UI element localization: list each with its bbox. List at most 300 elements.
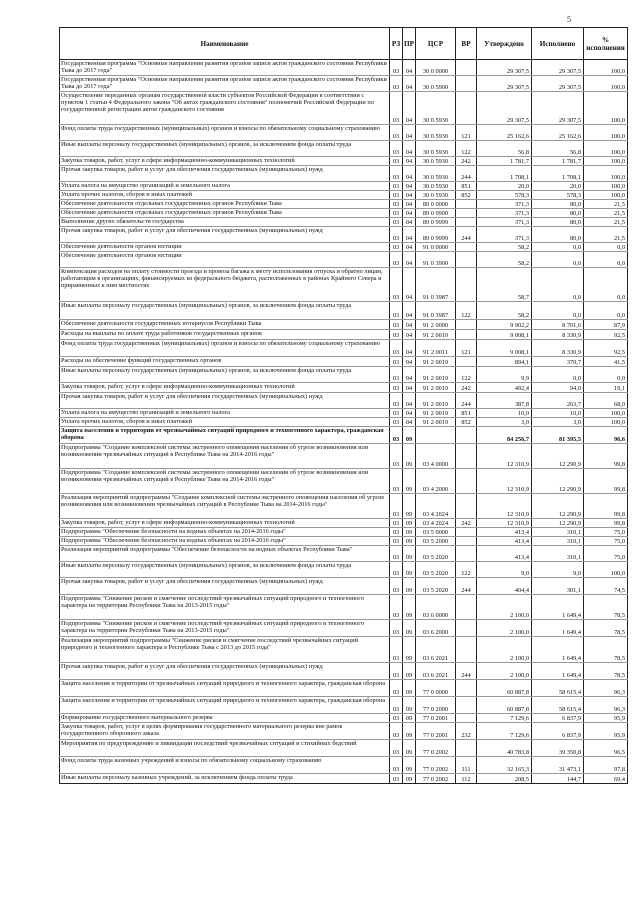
- cell-executed: 578,3: [532, 191, 584, 200]
- cell-percent: 74,5: [584, 578, 628, 595]
- cell-rz: 03: [390, 191, 403, 200]
- cell-vr: [456, 714, 477, 723]
- cell-csr: 30 0 5930: [416, 166, 456, 182]
- cell-approved: 29 307,5: [477, 60, 532, 76]
- cell-csr: 03 6 2021: [416, 637, 456, 663]
- cell-csr: 91 0 3900: [416, 252, 456, 268]
- cell-name: Расходы на выплаты по оплате труда работников государственных органов: [60, 330, 390, 340]
- cell-vr: 244: [456, 578, 477, 595]
- header-vr: ВР: [456, 28, 477, 60]
- cell-rz: 03: [390, 637, 403, 663]
- cell-pr: 09: [403, 714, 416, 723]
- cell-rz: 03: [390, 393, 403, 409]
- cell-percent: 78,5: [584, 637, 628, 663]
- table-row: [60, 714, 628, 723]
- cell-csr: 30 0 5900: [416, 76, 456, 92]
- cell-pr: 04: [403, 76, 416, 92]
- cell-vr: 851: [456, 182, 477, 191]
- table-row: [60, 409, 628, 418]
- cell-pr: 09: [403, 774, 416, 784]
- cell-executed: 80,0: [532, 218, 584, 227]
- cell-pr: 04: [403, 409, 416, 418]
- cell-vr: [456, 528, 477, 537]
- cell-csr: 91 2 0019: [416, 418, 456, 427]
- cell-name: Прочая закупка товаров, работ и услуг для обеспечения государственных (муниципальных) нужд: [60, 166, 390, 182]
- cell-executed: 80,0: [532, 200, 584, 209]
- cell-vr: [456, 200, 477, 209]
- cell-percent: 78,5: [584, 595, 628, 620]
- cell-approved: 12 310,9: [477, 494, 532, 519]
- cell-name: Защита населения и территории от чрезвычайных ситуаций природного и техногенного характера, гражданская оборона: [60, 697, 390, 714]
- cell-name: Реализация мероприятий подпрограммы "Снижение рисков и смягчение последствий чрезвычайных ситуаций природного и техногенного характера в Республике Тыва с 2013 до 2015 года": [60, 637, 390, 663]
- cell-approved: 84 256,7: [477, 427, 532, 444]
- cell-rz: 03: [390, 494, 403, 519]
- cell-pr: 04: [403, 218, 416, 227]
- cell-name: Реализация мероприятий подпрограммы "Создание комплексной системы экстренного оповещения населения об угрозе возникновения или возникновении чрезвычайных ситуаций в Республике Тыва на 2014-2016 годы": [60, 494, 390, 519]
- cell-name: Фонд оплаты труда государственных (муниципальных) органов и взносы по обязательному социальному страхованию: [60, 340, 390, 357]
- cell-executed: 301,1: [532, 578, 584, 595]
- cell-rz: 03: [390, 537, 403, 546]
- cell-name: Формирование государственного материального резерва: [60, 714, 390, 723]
- cell-approved: 9 008,1: [477, 340, 532, 357]
- cell-vr: [456, 546, 477, 562]
- cell-name: Фонд оплаты труда государственных (муниципальных) органов и взносы по обязательному социальному страхованию: [60, 125, 390, 141]
- cell-pr: 09: [403, 562, 416, 578]
- cell-percent: 19,1: [584, 383, 628, 393]
- cell-approved: 58,2: [477, 243, 532, 252]
- header-approved: Утверждено: [477, 28, 532, 60]
- cell-percent: 100,0: [584, 182, 628, 191]
- table-row: [60, 519, 628, 528]
- cell-percent: 95,9: [584, 723, 628, 740]
- cell-executed: 0,0: [532, 268, 584, 302]
- cell-vr: 121: [456, 125, 477, 141]
- cell-rz: 03: [390, 546, 403, 562]
- cell-rz: 03: [390, 340, 403, 357]
- cell-approved: 387,8: [477, 393, 532, 409]
- cell-pr: 09: [403, 620, 416, 637]
- cell-name: Обеспечение деятельности органов юстиции: [60, 252, 390, 268]
- cell-pr: 04: [403, 357, 416, 367]
- cell-csr: 77 0 2000: [416, 697, 456, 714]
- cell-rz: 03: [390, 663, 403, 680]
- cell-vr: 244: [456, 166, 477, 182]
- cell-approved: 3,0: [477, 418, 532, 427]
- cell-name: Подпрограмма "Создание комплексной системы экстренного оповещения населения об угрозе возникновения или возникновении чрезвычайных ситуаций в Республике Тыва на 2014-2016 годы": [60, 469, 390, 494]
- table-row: [60, 418, 628, 427]
- cell-pr: 04: [403, 383, 416, 393]
- table-row: [60, 166, 628, 182]
- cell-rz: 03: [390, 562, 403, 578]
- cell-name: Обеспечение деятельности органов юстиции: [60, 243, 390, 252]
- cell-csr: 03 4 0000: [416, 444, 456, 469]
- table-row: [60, 774, 628, 784]
- cell-csr: 30 0 0000: [416, 60, 456, 76]
- table-row: [60, 637, 628, 663]
- table-row: [60, 620, 628, 637]
- table-row: [60, 757, 628, 774]
- cell-executed: 29 307,5: [532, 92, 584, 125]
- cell-executed: 144,7: [532, 774, 584, 784]
- cell-name: Иные выплаты персоналу государственных (муниципальных) органов, за исключением фонда оплаты труда: [60, 302, 390, 320]
- cell-vr: [456, 537, 477, 546]
- cell-percent: 96,3: [584, 680, 628, 697]
- cell-approved: 894,1: [477, 357, 532, 367]
- cell-name: Обеспечение деятельности государственных нотариусов Республики Тыва: [60, 320, 390, 330]
- cell-rz: 03: [390, 697, 403, 714]
- cell-executed: 12 290,9: [532, 444, 584, 469]
- cell-percent: 41,5: [584, 357, 628, 367]
- cell-name: Подпрограмма "Создание комплексной системы экстренного оповещения населения об угрозе возникновения или возникновении чрезвычайных ситуаций в Республике Тыва на 2014-2016 годы": [60, 444, 390, 469]
- cell-csr: 03 4 2024: [416, 494, 456, 519]
- cell-percent: 87,9: [584, 320, 628, 330]
- cell-name: Иные выплаты персоналу казенных учреждений, за исключением фонда оплаты труда: [60, 774, 390, 784]
- cell-executed: 8 701,6: [532, 320, 584, 330]
- cell-executed: 10,0: [532, 409, 584, 418]
- cell-pr: 04: [403, 182, 416, 191]
- cell-vr: [456, 357, 477, 367]
- cell-pr: 09: [403, 680, 416, 697]
- cell-vr: [456, 330, 477, 340]
- cell-percent: 92,5: [584, 340, 628, 357]
- table-row: [60, 92, 628, 125]
- cell-rz: 03: [390, 469, 403, 494]
- cell-name: Иные выплаты персоналу государственных (муниципальных) органов, за исключением фонда оплаты труда: [60, 367, 390, 383]
- cell-csr: 91 2 0019: [416, 393, 456, 409]
- cell-executed: 12 290,9: [532, 469, 584, 494]
- cell-pr: 09: [403, 494, 416, 519]
- cell-executed: 8 330,9: [532, 340, 584, 357]
- cell-approved: 578,3: [477, 191, 532, 200]
- cell-percent: 21,5: [584, 200, 628, 209]
- cell-pr: 09: [403, 427, 416, 444]
- cell-percent: 0,0: [584, 252, 628, 268]
- cell-approved: 371,3: [477, 209, 532, 218]
- cell-approved: 25 162,6: [477, 125, 532, 141]
- cell-approved: 371,3: [477, 200, 532, 209]
- table-row: [60, 383, 628, 393]
- table-row: [60, 469, 628, 494]
- cell-vr: [456, 595, 477, 620]
- cell-approved: 492,4: [477, 383, 532, 393]
- cell-rz: 03: [390, 367, 403, 383]
- cell-pr: 04: [403, 243, 416, 252]
- cell-approved: 9,9: [477, 367, 532, 383]
- cell-approved: 413,4: [477, 546, 532, 562]
- cell-percent: 100,0: [584, 60, 628, 76]
- table-row: [60, 340, 628, 357]
- cell-percent: 99,8: [584, 519, 628, 528]
- cell-name: Закупка товаров, работ, услуг в сфере информационно-коммуникационных технологий: [60, 157, 390, 166]
- cell-pr: 09: [403, 637, 416, 663]
- cell-rz: 03: [390, 757, 403, 774]
- cell-name: Прочая закупка товаров, работ и услуг для обеспечения государственных (муниципальных) нужд: [60, 227, 390, 243]
- cell-vr: 122: [456, 302, 477, 320]
- cell-executed: 80,0: [532, 209, 584, 218]
- table-row: [60, 537, 628, 546]
- cell-rz: 03: [390, 125, 403, 141]
- cell-vr: 244: [456, 227, 477, 243]
- cell-approved: 371,3: [477, 227, 532, 243]
- cell-percent: 75,0: [584, 537, 628, 546]
- cell-vr: 244: [456, 663, 477, 680]
- table-row: [60, 209, 628, 218]
- table-row: [60, 60, 628, 76]
- table-body: [60, 60, 628, 784]
- cell-name: Закупка товаров, работ, услуг в сфере информационно-коммуникационных технологий: [60, 519, 390, 528]
- cell-csr: 03 6 0000: [416, 595, 456, 620]
- cell-vr: [456, 268, 477, 302]
- cell-approved: 60 887,8: [477, 697, 532, 714]
- cell-approved: 29 307,5: [477, 92, 532, 125]
- cell-executed: 0,0: [532, 367, 584, 383]
- cell-name: Иные выплаты персоналу государственных (муниципальных) органов, за исключением фонда оплаты труда: [60, 562, 390, 578]
- cell-vr: [456, 637, 477, 663]
- cell-csr: 91 2 0010: [416, 330, 456, 340]
- cell-vr: [456, 320, 477, 330]
- cell-pr: 04: [403, 393, 416, 409]
- cell-percent: 99,8: [584, 444, 628, 469]
- cell-rz: 03: [390, 182, 403, 191]
- cell-pr: 04: [403, 209, 416, 218]
- cell-vr: 122: [456, 562, 477, 578]
- header-pr: ПР: [403, 28, 416, 60]
- header-rz: РЗ: [390, 28, 403, 60]
- cell-csr: 30 0 5930: [416, 191, 456, 200]
- cell-vr: 111: [456, 757, 477, 774]
- cell-executed: 58 615,4: [532, 680, 584, 697]
- cell-name: Защита населения и территории от чрезвычайных ситуаций природного и техногенного характера, гражданская оборона: [60, 680, 390, 697]
- cell-percent: 100,0: [584, 418, 628, 427]
- cell-executed: 12 290,9: [532, 494, 584, 519]
- cell-csr: 91 2 0019: [416, 357, 456, 367]
- cell-approved: 9 902,2: [477, 320, 532, 330]
- table-row: [60, 494, 628, 519]
- cell-percent: 0,0: [584, 243, 628, 252]
- cell-executed: 310,1: [532, 546, 584, 562]
- table-row: [60, 268, 628, 302]
- cell-csr: 03 6 2000: [416, 620, 456, 637]
- cell-percent: 75,0: [584, 546, 628, 562]
- cell-name: Осуществление переданных органам государственной власти субъектов Российской Федерации в соответствии с пунктом 1 статьи 4 Федерального закона "Об актах гражданского состояния" полномочий Российской Федерации по государственной регистрации актов гражданского состояния: [60, 92, 390, 125]
- cell-rz: 03: [390, 714, 403, 723]
- cell-csr: 03 4 2000: [416, 469, 456, 494]
- header-name: Наименование: [60, 28, 390, 60]
- cell-executed: 370,7: [532, 357, 584, 367]
- cell-csr: 03 5 2020: [416, 578, 456, 595]
- cell-vr: [456, 60, 477, 76]
- cell-csr: 77 0 2001: [416, 714, 456, 723]
- cell-pr: 04: [403, 252, 416, 268]
- cell-pr: 09: [403, 537, 416, 546]
- cell-executed: 25 162,6: [532, 125, 584, 141]
- table-row: [60, 697, 628, 714]
- cell-percent: 92,5: [584, 330, 628, 340]
- cell-percent: 100,0: [584, 166, 628, 182]
- cell-csr: 91 0 3987: [416, 268, 456, 302]
- cell-approved: 58,2: [477, 252, 532, 268]
- table-row: [60, 302, 628, 320]
- cell-percent: 21,5: [584, 209, 628, 218]
- cell-vr: 112: [456, 774, 477, 784]
- cell-rz: 03: [390, 92, 403, 125]
- cell-pr: 04: [403, 200, 416, 209]
- cell-rz: 03: [390, 200, 403, 209]
- cell-executed: 94,0: [532, 383, 584, 393]
- cell-pr: 04: [403, 125, 416, 141]
- cell-name: Закупка товаров, работ, услуг в сфере информационно-коммуникационных технологий: [60, 383, 390, 393]
- cell-executed: 6 837,9: [532, 723, 584, 740]
- cell-approved: 2 100,0: [477, 663, 532, 680]
- cell-vr: [456, 243, 477, 252]
- cell-approved: 29 307,5: [477, 76, 532, 92]
- cell-vr: 122: [456, 367, 477, 383]
- cell-csr: 89 0 9900: [416, 209, 456, 218]
- cell-percent: 99,8: [584, 494, 628, 519]
- cell-vr: [456, 697, 477, 714]
- cell-vr: [456, 92, 477, 125]
- cell-approved: 40 783,8: [477, 740, 532, 757]
- cell-csr: 77 0 2001: [416, 723, 456, 740]
- cell-csr: 91 2 0019: [416, 383, 456, 393]
- cell-pr: 09: [403, 697, 416, 714]
- table-row: [60, 740, 628, 757]
- table-row: [60, 141, 628, 157]
- cell-executed: 310,1: [532, 528, 584, 537]
- cell-percent: 0,0: [584, 367, 628, 383]
- cell-name: Подпрограмма "Снижение рисков и смягчение последствий чрезвычайных ситуаций природного и техногенного характера на территории Республики Тыва на 2013-2015 годы": [60, 595, 390, 620]
- cell-vr: 852: [456, 418, 477, 427]
- cell-vr: [456, 494, 477, 519]
- cell-name: Компенсация расходов на оплату стоимости проезда и провоза багажа к месту использования отпуска и обратно лицам, работающим в организациях, финансируемых из федерального бюджета, расположенных в районах Крайнего Севера и приравненных к ним местностях: [60, 268, 390, 302]
- cell-approved: 12 310,9: [477, 469, 532, 494]
- cell-csr: 91 2 0019: [416, 409, 456, 418]
- cell-csr: 91 2 0011: [416, 340, 456, 357]
- cell-approved: 9,0: [477, 562, 532, 578]
- cell-percent: 97,8: [584, 757, 628, 774]
- cell-rz: 03: [390, 76, 403, 92]
- cell-approved: 60 887,8: [477, 680, 532, 697]
- cell-approved: 12 310,9: [477, 444, 532, 469]
- table-row: [60, 243, 628, 252]
- cell-csr: 89 0 0000: [416, 200, 456, 209]
- table-row: [60, 723, 628, 740]
- cell-rz: 03: [390, 166, 403, 182]
- table-row: [60, 227, 628, 243]
- cell-percent: 100,0: [584, 562, 628, 578]
- cell-approved: 7 129,6: [477, 723, 532, 740]
- cell-pr: 09: [403, 578, 416, 595]
- cell-approved: 10,0: [477, 409, 532, 418]
- cell-pr: 04: [403, 60, 416, 76]
- cell-csr: 30 0 5930: [416, 125, 456, 141]
- table-row: [60, 680, 628, 697]
- cell-approved: 2 100,0: [477, 595, 532, 620]
- cell-rz: 03: [390, 444, 403, 469]
- cell-rz: 03: [390, 383, 403, 393]
- cell-rz: 03: [390, 157, 403, 166]
- cell-pr: 04: [403, 157, 416, 166]
- cell-vr: [456, 620, 477, 637]
- cell-csr: [416, 427, 456, 444]
- cell-name: Уплата налога на имущество организаций и земельного налога: [60, 409, 390, 418]
- cell-vr: [456, 209, 477, 218]
- cell-percent: 96,3: [584, 697, 628, 714]
- cell-percent: 100,0: [584, 76, 628, 92]
- cell-csr: 30 0 5930: [416, 141, 456, 157]
- cell-executed: 310,1: [532, 537, 584, 546]
- cell-rz: 03: [390, 302, 403, 320]
- cell-rz: 03: [390, 60, 403, 76]
- cell-rz: 03: [390, 620, 403, 637]
- cell-approved: 56,8: [477, 141, 532, 157]
- cell-rz: 03: [390, 519, 403, 528]
- cell-approved: 20,0: [477, 182, 532, 191]
- cell-vr: 852: [456, 191, 477, 200]
- cell-approved: 58,7: [477, 268, 532, 302]
- cell-percent: 78,5: [584, 663, 628, 680]
- cell-executed: 29 307,5: [532, 76, 584, 92]
- cell-rz: 03: [390, 243, 403, 252]
- table-row: [60, 444, 628, 469]
- cell-pr: 09: [403, 595, 416, 620]
- cell-vr: [456, 469, 477, 494]
- cell-rz: 03: [390, 418, 403, 427]
- cell-executed: 12 290,9: [532, 519, 584, 528]
- table-row: [60, 76, 628, 92]
- cell-percent: 100,0: [584, 125, 628, 141]
- cell-csr: 91 2 0019: [416, 367, 456, 383]
- table-row: [60, 367, 628, 383]
- page-number: 5: [567, 15, 571, 24]
- header-percent: % исполнения: [584, 28, 628, 60]
- cell-pr: 04: [403, 227, 416, 243]
- cell-csr: 30 0 5930: [416, 182, 456, 191]
- cell-name: Уплата налога на имущество организаций и земельного налога: [60, 182, 390, 191]
- cell-executed: 1 649,4: [532, 637, 584, 663]
- cell-csr: 91 0 3987: [416, 302, 456, 320]
- cell-name: Подпрограмма "Снижение рисков и смягчение последствий чрезвычайных ситуаций природного и техногенного характера на территории Республики Тыва на 2013-2015 годы": [60, 620, 390, 637]
- cell-name: Иные выплаты персоналу государственных (муниципальных) органов, за исключением фонда оплаты труда: [60, 141, 390, 157]
- table-row: [60, 191, 628, 200]
- table-row: [60, 125, 628, 141]
- table-row: [60, 528, 628, 537]
- table-row: [60, 546, 628, 562]
- cell-csr: 77 0 2002: [416, 757, 456, 774]
- cell-approved: 7 129,6: [477, 714, 532, 723]
- cell-name: Государственная программа "Основные направления развития органов записи актов гражданского состояния Республики Тыва до 2017 года": [60, 76, 390, 92]
- cell-percent: 100,0: [584, 409, 628, 418]
- cell-csr: 03 5 2020: [416, 562, 456, 578]
- cell-executed: 6 837,9: [532, 714, 584, 723]
- cell-executed: 39 350,8: [532, 740, 584, 757]
- cell-name: Фонд оплаты труда казенных учреждений и взносы по обязательному социальному страхованию: [60, 757, 390, 774]
- cell-vr: 121: [456, 340, 477, 357]
- cell-pr: 04: [403, 166, 416, 182]
- table-row: [60, 182, 628, 191]
- table-row: [60, 320, 628, 330]
- cell-vr: 232: [456, 723, 477, 740]
- table-row: [60, 357, 628, 367]
- cell-vr: [456, 252, 477, 268]
- cell-vr: 242: [456, 383, 477, 393]
- cell-executed: 1 649,4: [532, 663, 584, 680]
- cell-csr: 89 0 9999: [416, 218, 456, 227]
- cell-name: Закупка товаров, работ, услуг в целях формирования государственного материального резерва вне рамок государственного оборонного заказа: [60, 723, 390, 740]
- table-header-row: [60, 28, 628, 60]
- cell-percent: 100,0: [584, 191, 628, 200]
- cell-pr: 04: [403, 92, 416, 125]
